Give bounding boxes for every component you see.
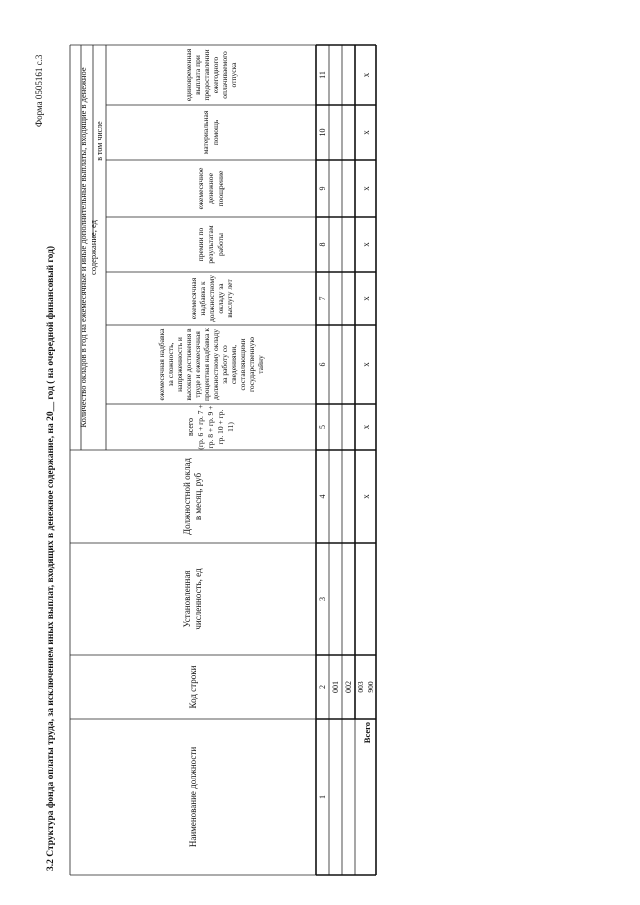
total-x-col8: x	[360, 242, 371, 247]
col-salary-header: Должностной оклад в месяц, руб	[182, 457, 203, 536]
row-code-001: 001	[331, 681, 340, 693]
col-number-11: 11	[318, 71, 327, 79]
col-number-3: 3	[318, 597, 327, 601]
col-number-1: 1	[318, 795, 327, 799]
col-total-formula: (гр. 6 + гр. 7 + гр. 8 + гр. 9 + гр. 10 + гр. 11)	[196, 404, 235, 450]
col-number-7: 7	[318, 296, 327, 301]
col-11-header: единовременная выплата при предоставлении ежегодного оплачиваемого отпуска	[184, 48, 238, 102]
row-code-002: 002	[344, 681, 353, 693]
total-x-col6: x	[360, 362, 371, 367]
total-x-col7: x	[360, 296, 371, 301]
col-number-6: 6	[318, 362, 327, 367]
col-name-header: Наименование должности	[187, 746, 198, 848]
total-x-col5: x	[360, 424, 371, 430]
col-staff-header: Установленная численность, ед	[182, 568, 203, 630]
total-x-col9: x	[360, 186, 371, 191]
col-total-label: всего	[186, 418, 195, 437]
total-x-col4: x	[360, 494, 371, 499]
total-x-col11: x	[360, 72, 371, 78]
col-6-header: ежемесячная надбавка за сложность, напряженность и высокие достижения в труде и ежемесячная процентная надбавка к должностному окладу за работу со сведениями, составляющими государственную тайну	[157, 327, 265, 402]
col-8-header: премии по результатам работы	[196, 225, 225, 264]
col-number-4: 4	[318, 494, 327, 499]
col-number-5: 5	[318, 425, 327, 429]
row-code-900: 900	[366, 681, 375, 693]
col-group-header: Количество окладов в год на ежемесячные и иные дополнительные выплаты, входящие в денежное содержание, ед	[78, 67, 98, 428]
col-number-8: 8	[318, 242, 327, 247]
col-code-header: Код строки	[187, 665, 198, 709]
col-total-header	[106, 404, 316, 450]
col-number-9: 9	[318, 186, 327, 191]
total-x-col10: x	[360, 130, 371, 135]
total-label: Всего	[362, 722, 372, 744]
col-number-2: 2	[318, 685, 327, 689]
col-9-header: ежемесячное денежное поощрение	[196, 167, 225, 210]
col-7-header: ежемесячная надбавка к должностному окладу за выслугу лет	[188, 274, 234, 323]
row-code-003: 003	[355, 681, 365, 693]
col-in-that-header: в том числе	[95, 121, 104, 161]
section-heading: 3.2 Структура фонда оплаты труда, за исключением иных выплат, входящих в денежное содержание, на 20__ год ( на очередной финансовый год)	[46, 245, 56, 871]
col-number-10: 10	[318, 128, 327, 137]
col-10-header: материальная помощь	[201, 110, 220, 155]
form-id: Форма 0505161 с.3	[34, 54, 44, 127]
